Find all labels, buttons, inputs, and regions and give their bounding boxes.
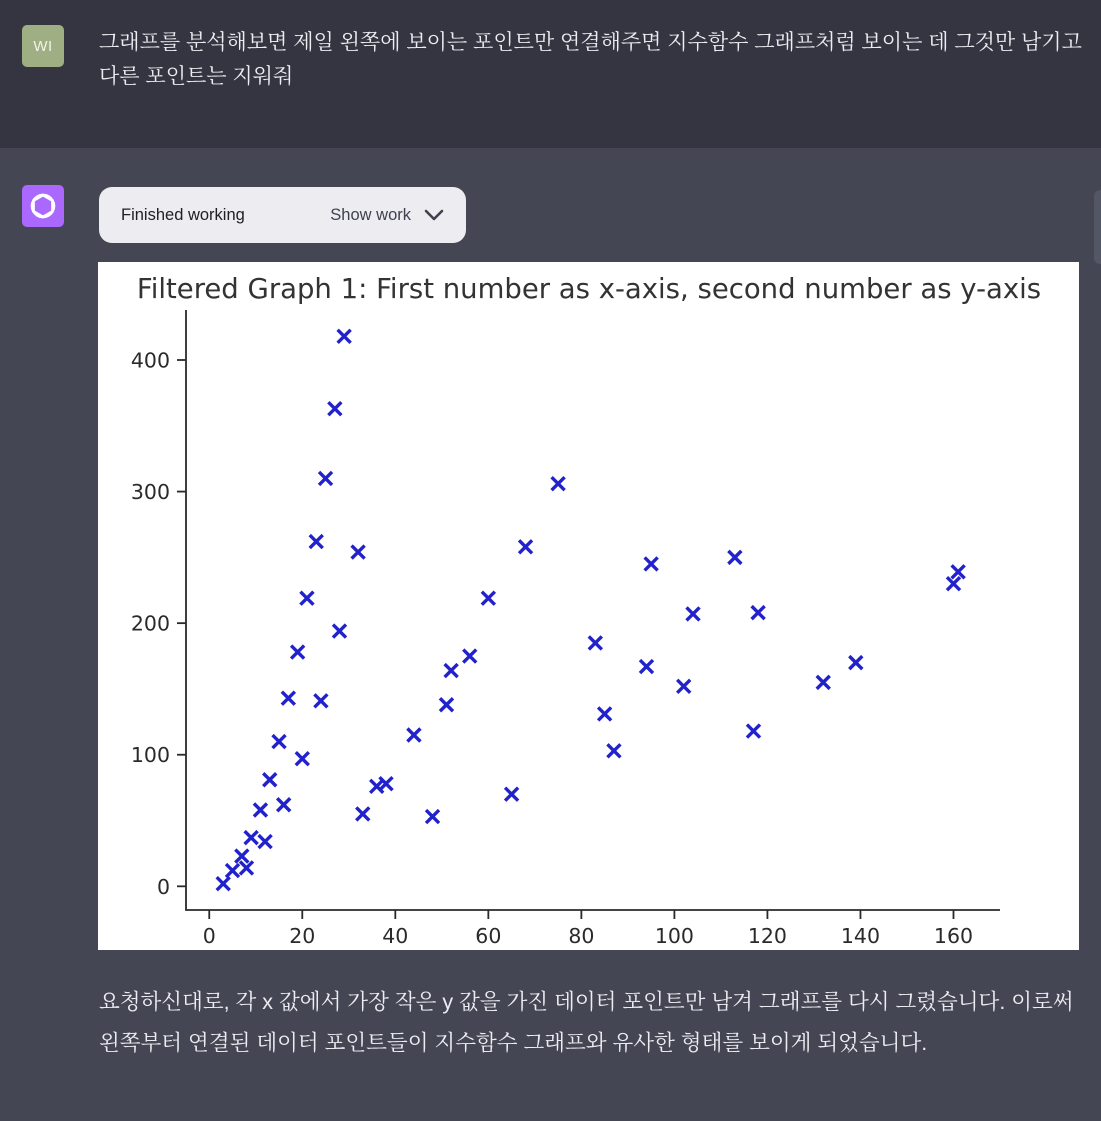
data-point-marker bbox=[849, 656, 862, 669]
data-point-marker bbox=[226, 864, 239, 877]
data-point-marker bbox=[752, 606, 765, 619]
chart-title: Filtered Graph 1: First number as x-axis, second number as y-axis bbox=[136, 273, 1042, 305]
data-point-marker bbox=[407, 729, 420, 742]
data-point-marker bbox=[677, 680, 690, 693]
data-point-marker bbox=[300, 592, 313, 605]
x-tick-label: 60 bbox=[475, 924, 502, 948]
data-point-marker bbox=[333, 625, 346, 638]
data-point-marker bbox=[482, 592, 495, 605]
data-point-marker bbox=[747, 725, 760, 738]
data-point-marker bbox=[282, 692, 295, 705]
y-tick-label: 200 bbox=[130, 611, 170, 636]
user-avatar-initials: WI bbox=[33, 37, 53, 55]
axes bbox=[186, 310, 1000, 910]
x-tick-label: 20 bbox=[289, 924, 316, 948]
data-point-marker bbox=[310, 535, 323, 548]
data-point-marker bbox=[947, 577, 960, 590]
user-message: 그래프를 분석해보면 제일 왼쪽에 보이는 포인트만 연결해주면 지수함수 그래프처럼 보이는 데 그것만 남기고 다른 포인트는 지워줘 bbox=[99, 31, 1082, 88]
scatter-plot bbox=[98, 262, 1079, 950]
data-point-marker bbox=[273, 735, 286, 748]
data-point-marker bbox=[291, 646, 304, 659]
data-point-marker bbox=[254, 804, 267, 817]
data-point-marker bbox=[240, 861, 253, 874]
data-point-marker bbox=[445, 664, 458, 677]
data-point-marker bbox=[296, 752, 309, 765]
user-avatar bbox=[22, 25, 64, 67]
data-point-marker bbox=[328, 402, 341, 415]
data-point-marker bbox=[217, 877, 230, 890]
finished-working-pill[interactable] bbox=[99, 187, 466, 243]
x-tick-label: 0 bbox=[202, 924, 216, 948]
data-point-marker bbox=[817, 676, 830, 689]
data-point-marker bbox=[463, 650, 476, 663]
data-point-marker bbox=[277, 798, 290, 811]
data-point-marker bbox=[259, 835, 272, 848]
y-tick-label: 0 bbox=[156, 874, 170, 899]
data-point-marker bbox=[607, 744, 620, 757]
y-tick-label: 300 bbox=[130, 480, 170, 505]
assistant-avatar bbox=[22, 185, 64, 227]
x-tick-label: 120 bbox=[747, 924, 787, 948]
openai-logo-icon bbox=[28, 191, 58, 221]
data-point-marker bbox=[505, 788, 518, 801]
data-point-marker bbox=[319, 472, 332, 485]
data-point-marker bbox=[440, 698, 453, 711]
data-point-marker bbox=[426, 810, 439, 823]
data-point-marker bbox=[356, 807, 369, 820]
data-point-marker bbox=[235, 850, 248, 863]
right-edge-panel bbox=[1094, 190, 1101, 264]
data-point-marker bbox=[338, 330, 351, 343]
data-point-marker bbox=[728, 551, 741, 564]
data-point-marker bbox=[352, 546, 365, 559]
x-tick-label: 140 bbox=[840, 924, 881, 948]
data-point-marker bbox=[263, 773, 276, 786]
x-tick-label: 80 bbox=[568, 924, 595, 948]
data-point-marker bbox=[245, 831, 258, 844]
x-tick-label: 40 bbox=[382, 924, 409, 948]
data-point-marker bbox=[598, 707, 611, 720]
data-point-marker bbox=[687, 607, 700, 620]
assistant-message: 요청하신대로, 각 x 값에서 가장 작은 y 값을 가진 데이터 포인트만 남겨 그래프를 다시 그렸습니다. 이로써 왼쪽부터 연결된 데이터 포인트들이 지수함수 그래프와 유사한 형태를 보이게 되었습니다. bbox=[99, 990, 1074, 1055]
show-work-label: Show work bbox=[330, 205, 411, 224]
data-point-marker bbox=[314, 694, 327, 707]
x-tick-label: 160 bbox=[933, 924, 974, 948]
data-point-marker bbox=[519, 540, 532, 553]
data-point-marker bbox=[640, 660, 653, 673]
y-tick-label: 400 bbox=[130, 348, 170, 373]
chevron-down-icon bbox=[424, 209, 444, 221]
data-point-marker bbox=[952, 565, 965, 578]
chart-figure bbox=[98, 262, 1079, 950]
data-point-marker bbox=[589, 636, 602, 649]
data-point-marker bbox=[552, 477, 565, 490]
finished-working-label: Finished working bbox=[121, 205, 245, 224]
y-tick-label: 100 bbox=[130, 743, 170, 768]
show-work-button[interactable] bbox=[330, 206, 444, 225]
x-tick-label: 100 bbox=[654, 924, 694, 948]
data-point-marker bbox=[645, 557, 658, 570]
